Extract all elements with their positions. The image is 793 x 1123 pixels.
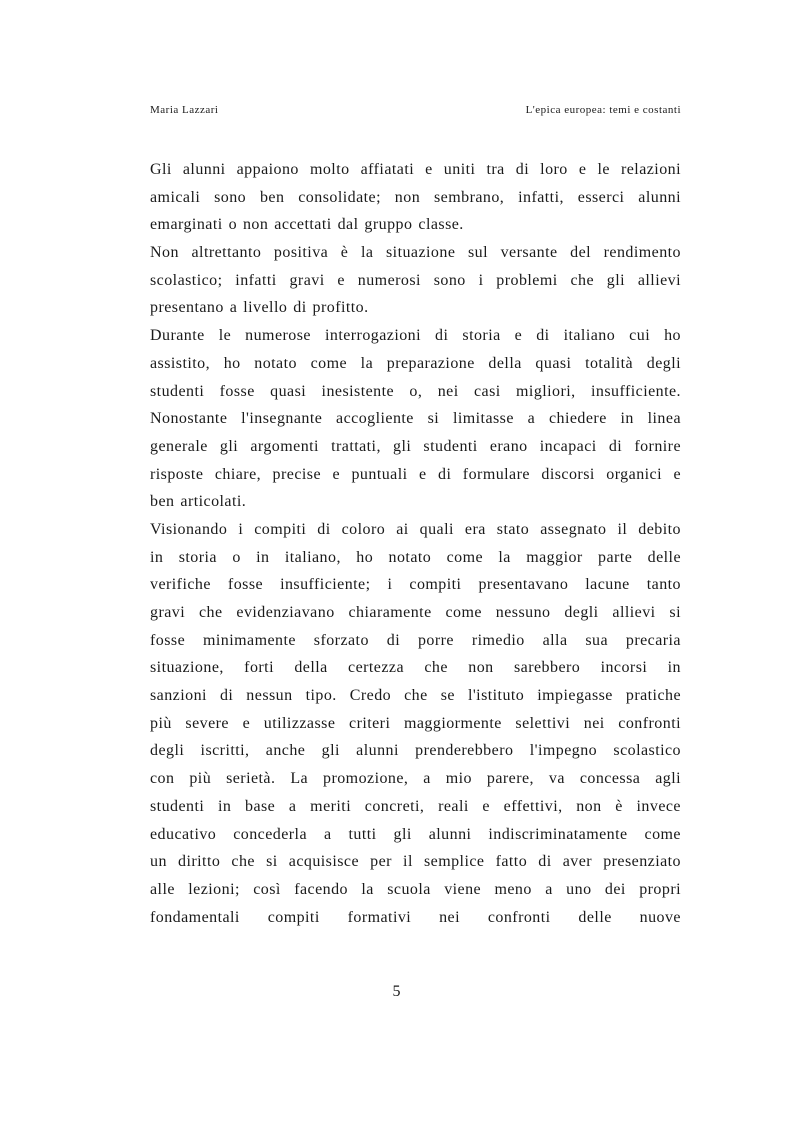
text-line: presentano a livello di profitto. (150, 299, 369, 317)
header-author: Maria Lazzari (150, 104, 219, 116)
text-line: Non altrettanto positiva è la situazione sul versante del rendimento (150, 244, 681, 262)
text-line: Nonostante l'insegnante accogliente si limitasse a chiedere in linea (150, 410, 681, 428)
running-header (150, 104, 681, 116)
text-line: Visionando i compiti di coloro ai quali era stato assegnato il debito (150, 520, 681, 538)
text-line: Gli alunni appaiono molto affiatati e uniti tra di loro e le relazioni (150, 161, 681, 178)
text-line: con più serietà. La promozione, a mio parere, va concessa agli (150, 770, 681, 788)
text-line: degli iscritti, anche gli alunni prenderebbero l'impegno scolastico (150, 742, 681, 760)
text-line: scolastico; infatti gravi e numerosi sono i problemi che gli allievi (150, 271, 681, 289)
text-line: alle lezioni; così facendo la scuola viene meno a uno dei propri (150, 880, 681, 898)
text-line: assistito, ho notato come la preparazione della quasi totalità degli (150, 354, 681, 372)
text-line: gravi che evidenziavano chiaramente come nessuno degli allievi si (150, 604, 681, 621)
text-line: risposte chiare, precise e puntuali e di formulare discorsi organici e (150, 465, 681, 483)
text-line: più severe e utilizzasse criteri maggiormente selettivi nei confronti (150, 714, 681, 732)
text-line: fondamentali compiti formativi nei confronti delle nuove (150, 908, 681, 926)
text-line: Durante le numerose interrogazioni di storia e di italiano cui ho (150, 327, 681, 345)
text-line: situazione, forti della certezza che non sarebbero incorsi in (150, 659, 681, 677)
text-line: studenti in base a meriti concreti, reali e effettivi, non è invece (150, 797, 681, 815)
body-text (150, 156, 681, 931)
text-line: ben articolati. (150, 493, 247, 511)
text-line: un diritto che si acquisisce per il semplice fatto di aver presenziato (150, 853, 681, 871)
text-line: fosse minimamente sforzato di porre rimedio alla sua precaria (150, 631, 681, 649)
text-line: educativo concederla a tutti gli alunni indiscriminatamente come (150, 825, 681, 843)
text-line: verifiche fosse insufficiente; i compiti presentavano lacune tanto (150, 576, 681, 594)
header-title: L'epica europea: temi e costanti (525, 104, 681, 116)
text-line: amicali sono ben consolidate; non sembrano, infatti, esserci alunni (150, 188, 681, 206)
page-number: 5 (392, 983, 401, 1000)
text-line: studenti fosse quasi inesistente o, nei casi migliori, insufficiente. (150, 382, 681, 400)
text-line: emarginati o non accettati dal gruppo classe. (150, 216, 464, 234)
text-line: in storia o in italiano, ho notato come la maggior parte delle (150, 548, 681, 566)
text-line: sanzioni di nessun tipo. Credo che se l'istituto impiegasse pratiche (150, 687, 681, 705)
text-line: generale gli argomenti trattati, gli studenti erano incapaci di fornire (150, 437, 681, 455)
